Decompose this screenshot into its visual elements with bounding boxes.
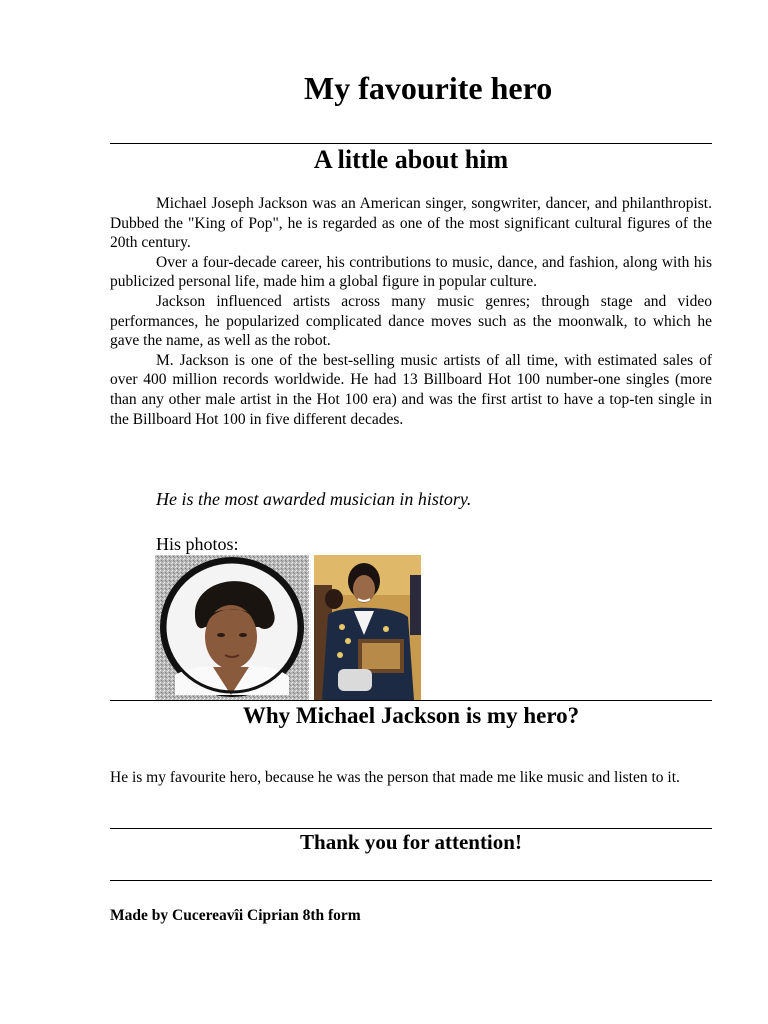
- bio-paragraph-4: M. Jackson is one of the best-selling music artists of all time, with estimated sales of over 400 million records worldwide. He had 13 Billboard Hot 100 number-one singles (more than any other male artist in the Hot 100 era) and was the first artist to have a top-ten single in the Billboard Hot 100 in five different decades.: [110, 351, 712, 428]
- bio-paragraph-2: Over a four-decade career, his contributions to music, dance, and fashion, along with his publicized personal life, made him a global figure in popular culture.: [110, 253, 712, 291]
- divider-bottom: [110, 880, 712, 881]
- stage-photo: [314, 555, 421, 700]
- photos-label: His photos:: [156, 534, 239, 554]
- biography-text: [110, 194, 712, 429]
- bio-paragraph-3: Jackson influenced artists across many music genres; through stage and video performances, he popularized complicated dance moves such as the moonwalk, to which he gave the name, as well as the robot.: [110, 292, 712, 350]
- divider-why: [110, 700, 712, 701]
- thanks-heading: Thank you for attention!: [300, 830, 522, 854]
- portrait-photo: [155, 555, 309, 700]
- page-title: My favourite hero: [304, 70, 553, 106]
- awards-quote: He is the most awarded musician in history.: [156, 489, 472, 509]
- why-text: He is my favourite hero, because he was the person that made me like music and listen to it.: [110, 769, 680, 786]
- author-credit: Made by Cucereavîi Ciprian 8th form: [110, 907, 361, 924]
- about-heading: A little about him: [313, 145, 509, 174]
- bio-paragraph-1: Michael Joseph Jackson was an American singer, songwriter, dancer, and philanthropist. Dubbed the "King of Pop", he is regarded as one of the most significant cultural figures of the 20th century.: [110, 195, 712, 252]
- why-heading: Why Michael Jackson is my hero?: [242, 703, 580, 728]
